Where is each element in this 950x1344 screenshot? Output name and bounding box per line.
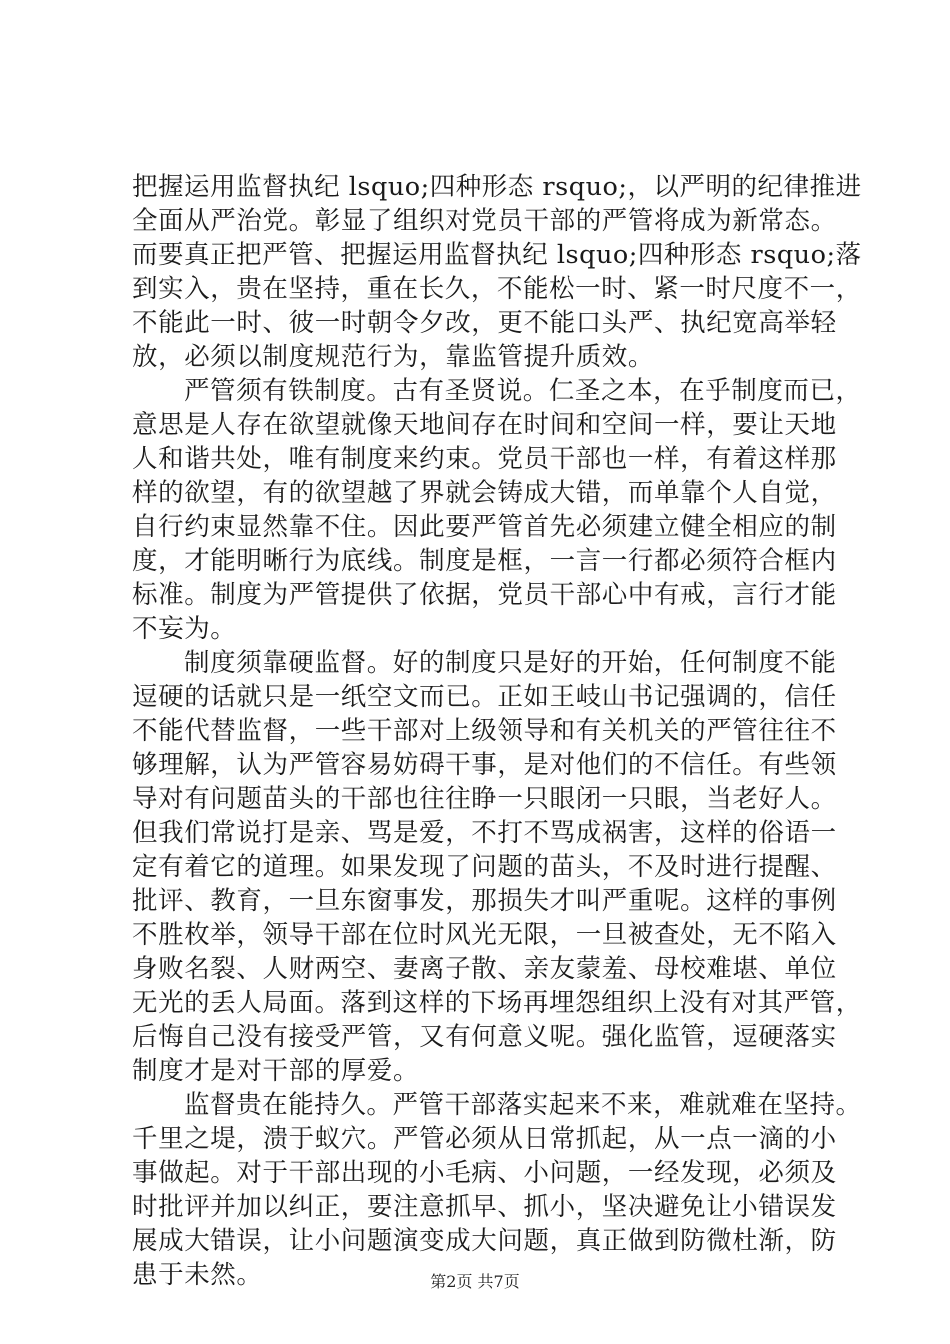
- text-line: 千里之堤，溃于蚁穴。严管必须从日常抓起，从一点一滴的小: [132, 1124, 837, 1154]
- text-line: 不妄为。: [132, 614, 237, 644]
- text-line: 放，必须以制度规范行为，靠监管提升质效。: [132, 342, 655, 372]
- text-line: 自行约束显然靠不住。因此要严管首先必须建立健全相应的制: [132, 512, 837, 542]
- text-line: 度，才能明晰行为底线。制度是框，一言一行都必须符合框内: [132, 546, 837, 576]
- paragraph-first-line: 制度须靠硬监督。好的制度只是好的开始，任何制度不能: [184, 648, 837, 678]
- text-line: 制度才是对干部的厚爱。: [132, 1056, 420, 1086]
- text-line: 批评、教育，一旦东窗事发，那损失才叫严重呢。这样的事例: [132, 886, 837, 916]
- text-line: 定有着它的道理。如果发现了问题的苗头，不及时进行提醒、: [132, 852, 837, 882]
- text-line: 而要真正把严管、把握运用监督执纪 lsquo;四种形态 rsquo;落: [132, 240, 862, 270]
- text-line: 到实入，贵在坚持，重在长久，不能松一时、紧一时尺度不一，: [132, 274, 862, 304]
- text-line: 后悔自己没有接受严管，又有何意义呢。强化监管，逗硬落实: [132, 1022, 837, 1052]
- page-number-footer: 第2页 共7页: [430, 1272, 520, 1291]
- text-line: 样的欲望，有的欲望越了界就会铸成大错，而单靠个人自觉，: [132, 478, 837, 508]
- text-line: 时批评并加以纠正，要注意抓早、抓小，坚决避免让小错误发: [132, 1192, 837, 1222]
- text-line: 展成大错误，让小问题演变成大问题，真正做到防微杜渐，防: [132, 1226, 837, 1256]
- text-line: 不胜枚举，领导干部在位时风光无限，一旦被查处，无不陷入: [132, 920, 837, 950]
- text-line: 人和谐共处，唯有制度来约束。党员干部也一样，有着这样那: [132, 444, 837, 474]
- text-line: 标准。制度为严管提供了依据，党员干部心中有戒，言行才能: [132, 580, 837, 610]
- text-line: 意思是人存在欲望就像天地间存在时间和空间一样，要让天地: [132, 410, 837, 440]
- text-line: 逗硬的话就只是一纸空文而已。正如王岐山书记强调的，信任: [132, 682, 837, 712]
- text-line: 全面从严治党。彰显了组织对党员干部的严管将成为新常态。: [132, 206, 837, 236]
- text-line: 身败名裂、人财两空、妻离子散、亲友蒙羞、母校难堪、单位: [132, 954, 837, 984]
- paragraph-first-line: 严管须有铁制度。古有圣贤说。仁圣之本，在乎制度而已，: [184, 376, 862, 406]
- text-line: 不能代替监督，一些干部对上级领导和有关机关的严管往往不: [132, 716, 837, 746]
- text-line: 患于未然。: [132, 1260, 263, 1290]
- text-line: 事做起。对于干部出现的小毛病、小问题，一经发现，必须及: [132, 1158, 837, 1188]
- text-line: 够理解，认为严管容易妨碍干事，是对他们的不信任。有些领: [132, 750, 837, 780]
- text-line: 把握运用监督执纪 lsquo;四种形态 rsquo;，以严明的纪律推进: [132, 172, 862, 202]
- paragraph-first-line: 监督贵在能持久。严管干部落实起来不来，难就难在坚持。: [184, 1090, 862, 1120]
- text-line: 导对有问题苗头的干部也往往睁一只眼闭一只眼，当老好人。: [132, 784, 837, 814]
- text-line: 不能此一时、彼一时朝令夕改，更不能口头严、执纪宽高举轻: [132, 308, 837, 338]
- text-line: 但我们常说打是亲、骂是爱，不打不骂成祸害，这样的俗语一: [132, 818, 837, 848]
- text-line: 无光的丢人局面。落到这样的下场再埋怨组织上没有对其严管，: [132, 988, 862, 1018]
